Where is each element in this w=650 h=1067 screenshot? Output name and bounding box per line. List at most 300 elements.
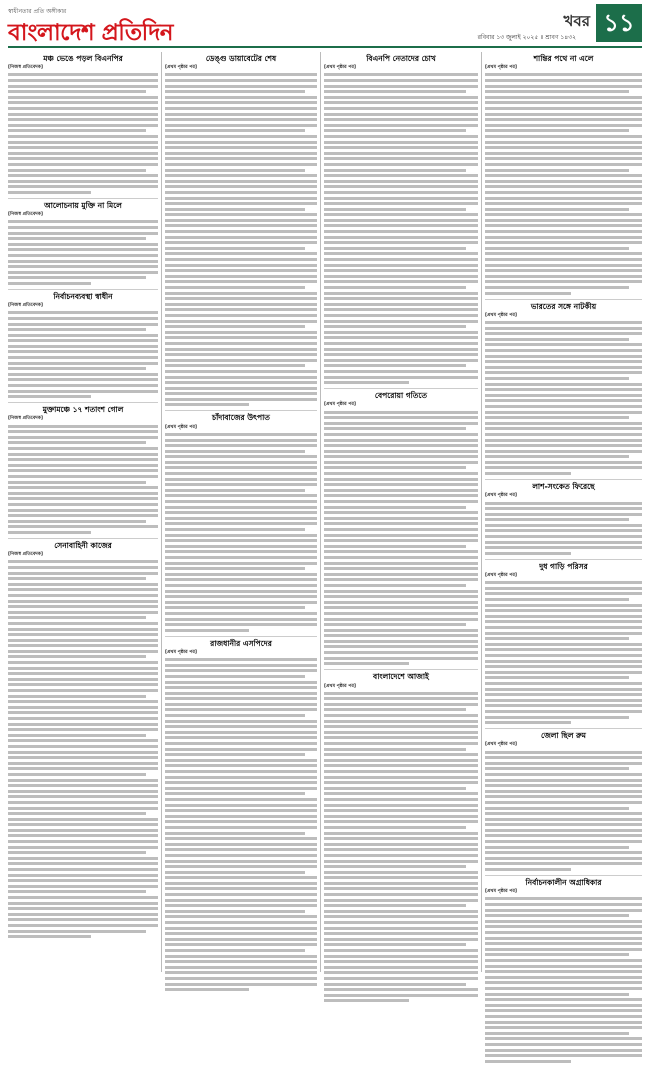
text-line: [485, 439, 642, 442]
text-line: [485, 157, 642, 160]
article-body: [485, 65, 642, 294]
text-line: [165, 664, 317, 667]
article: [8, 202, 158, 285]
text-line: [8, 560, 158, 563]
text-line: [165, 90, 305, 93]
text-line: [324, 792, 478, 795]
text-line: [165, 403, 249, 406]
text-line: [8, 896, 158, 899]
text-line: [485, 85, 642, 88]
article-body: [324, 65, 478, 384]
text-line: [485, 920, 642, 923]
text-line: [8, 879, 158, 882]
text-line: [165, 191, 317, 194]
text-line: [165, 325, 305, 328]
text-line: [324, 157, 478, 160]
text-line: [324, 422, 478, 425]
text-line: [324, 787, 466, 790]
text-line: [485, 383, 642, 386]
article-text-lines: [485, 897, 642, 1062]
text-line: [165, 202, 317, 205]
text-line: [165, 364, 305, 367]
text-line: [324, 101, 478, 104]
article: [324, 55, 478, 384]
text-line: [8, 436, 158, 439]
article-text-lines: [324, 73, 478, 384]
text-line: [324, 528, 478, 531]
text-line: [485, 857, 642, 860]
article-separator: [8, 538, 158, 539]
text-line: [324, 651, 478, 654]
text-line: [165, 601, 317, 604]
text-line: [324, 113, 478, 116]
text-line: [324, 629, 478, 632]
text-line: [8, 135, 158, 138]
text-line: [485, 812, 642, 815]
text-line: [8, 317, 158, 320]
text-line: [324, 753, 478, 756]
text-line: [485, 169, 629, 172]
text-line: [165, 971, 317, 974]
article-headline: নির্বাচনকালীন অগ্রাধিকার: [525, 878, 602, 888]
text-line: [165, 882, 317, 885]
text-line: [165, 753, 305, 756]
newspaper-logo: বাংলাদেশ প্রতিদিন: [8, 19, 174, 46]
text-line: [485, 914, 629, 917]
text-line: [8, 339, 158, 342]
text-line: [165, 787, 317, 790]
text-line: [485, 903, 642, 906]
text-line: [324, 703, 478, 706]
text-line: [165, 623, 317, 626]
article-text-lines: [165, 73, 317, 406]
text-line: [485, 868, 571, 871]
text-line: [165, 955, 317, 958]
text-line: [8, 695, 146, 698]
article-text-lines: [8, 73, 158, 193]
text-line: [324, 837, 478, 840]
text-line: [485, 377, 629, 380]
article-separator: [324, 669, 478, 670]
text-line: [165, 522, 317, 525]
text-line: [485, 349, 642, 352]
text-line: [485, 213, 642, 216]
text-line: [324, 191, 478, 194]
text-line: [165, 219, 317, 222]
text-line: [324, 455, 478, 458]
text-line: [165, 943, 317, 946]
text-line: [8, 152, 158, 155]
text-line: [8, 226, 158, 229]
text-line: [165, 336, 317, 339]
text-line: [485, 513, 642, 516]
text-line: [324, 595, 478, 598]
text-line: [8, 611, 158, 614]
text-line: [165, 455, 317, 458]
text-line: [165, 511, 317, 514]
text-line: [485, 529, 642, 532]
text-line: [324, 124, 478, 127]
text-line: [324, 748, 466, 751]
text-line: [485, 620, 642, 623]
text-line: [8, 453, 158, 456]
text-line: [485, 998, 642, 1001]
text-line: [485, 693, 642, 696]
text-line: [165, 977, 317, 980]
text-line: [485, 416, 629, 419]
text-line: [324, 573, 478, 576]
column-divider: [320, 52, 321, 972]
text-line: [324, 411, 478, 414]
text-line: [324, 971, 478, 974]
text-line: [165, 500, 317, 503]
text-line: [485, 976, 642, 979]
text-line: [165, 342, 317, 345]
text-line: [485, 829, 642, 832]
text-line: [165, 798, 317, 801]
article-text-lines: [324, 411, 478, 666]
article-source: [নিজস্ব প্রতিবেদক]: [8, 552, 43, 558]
text-line: [485, 461, 642, 464]
page-number-badge: ১১: [596, 4, 642, 42]
text-line: [8, 829, 158, 832]
text-line: [324, 534, 478, 537]
text-line: [165, 545, 317, 548]
article-headline: ডেঙ্গু ডায়াবেটের শেষ: [205, 54, 277, 63]
masthead-rule: [8, 46, 642, 48]
text-line: [324, 461, 478, 464]
article-body: [485, 742, 642, 871]
text-line: [165, 949, 305, 952]
article-body: [324, 402, 478, 665]
text-line: [485, 704, 642, 707]
text-line: [165, 73, 317, 76]
text-line: [165, 854, 317, 857]
text-line: [324, 489, 478, 492]
article-headline: ভারতের সঙ্গে নাটকীয়: [530, 301, 597, 311]
text-line: [485, 897, 642, 900]
text-line: [485, 252, 642, 255]
article-source: [প্রথম পৃষ্ঠার পর]: [485, 889, 517, 895]
text-line: [165, 320, 317, 323]
article: [165, 640, 317, 991]
text-line: [8, 628, 158, 631]
text-line: [8, 924, 158, 927]
text-line: [8, 711, 158, 714]
text-line: [8, 605, 158, 608]
text-line: [8, 395, 91, 398]
text-line: [165, 113, 317, 116]
text-line: [485, 338, 629, 341]
article-separator: [485, 728, 642, 729]
text-line: [165, 303, 317, 306]
text-line: [8, 458, 158, 461]
text-line: [485, 107, 642, 110]
text-line: [324, 348, 478, 351]
text-line: [8, 191, 91, 194]
text-line: [324, 494, 478, 497]
text-line: [324, 714, 478, 717]
text-line: [8, 113, 158, 116]
column-2: [165, 52, 317, 995]
text-line: [8, 851, 146, 854]
text-line: [324, 770, 478, 773]
text-line: [8, 661, 158, 664]
text-line: [8, 509, 158, 512]
text-line: [165, 725, 317, 728]
article-source: [প্রথম পৃষ্ঠার পর]: [165, 649, 197, 655]
text-line: [165, 832, 305, 835]
text-line: [485, 113, 642, 116]
text-line: [165, 731, 317, 734]
text-line: [165, 353, 317, 356]
text-line: [8, 237, 146, 240]
text-line: [324, 444, 478, 447]
article: [485, 55, 642, 295]
text-line: [485, 931, 642, 934]
text-line: [485, 615, 642, 618]
text-line: [324, 798, 478, 801]
text-line: [8, 683, 158, 686]
text-line: [165, 185, 317, 188]
text-line: [165, 85, 317, 88]
text-line: [324, 314, 478, 317]
text-line: [485, 241, 642, 244]
text-line: [324, 308, 478, 311]
text-line: [324, 230, 478, 233]
text-line: [8, 85, 158, 88]
text-line: [165, 180, 317, 183]
text-line: [165, 932, 317, 935]
text-line: [485, 321, 642, 324]
text-line: [324, 224, 478, 227]
text-line: [165, 118, 317, 121]
text-line: [324, 893, 478, 896]
text-line: [165, 370, 317, 373]
text-line: [324, 325, 466, 328]
article-text-lines: [8, 425, 158, 534]
article-headline: জেলা ছিল রুম: [541, 731, 586, 741]
text-line: [485, 626, 642, 629]
text-line: [485, 236, 642, 239]
text-line: [165, 280, 317, 283]
text-line: [8, 902, 158, 905]
text-line: [485, 275, 642, 278]
text-line: [165, 669, 317, 672]
text-line: [165, 843, 317, 846]
article-source: [প্রথম পৃষ্ঠার পর]: [485, 742, 517, 748]
text-line: [8, 650, 158, 653]
text-line: [324, 960, 478, 963]
text-line: [485, 399, 642, 402]
text-line: [165, 387, 317, 390]
article-body: [8, 212, 158, 285]
article-separator: [485, 875, 642, 876]
text-line: [8, 96, 158, 99]
text-line: [485, 1015, 642, 1018]
text-line: [165, 703, 317, 706]
text-line: [485, 1021, 642, 1024]
text-line: [8, 265, 158, 268]
article-text-lines: [324, 692, 478, 1003]
text-line: [324, 331, 478, 334]
text-line: [324, 96, 478, 99]
text-line: [8, 773, 146, 776]
text-line: [324, 692, 478, 695]
text-line: [165, 174, 317, 177]
text-line: [485, 1060, 571, 1063]
text-line: [324, 364, 466, 367]
text-line: [165, 686, 317, 689]
text-line: [165, 675, 305, 678]
article-body: [8, 65, 158, 194]
text-line: [485, 141, 642, 144]
text-line: [485, 779, 642, 782]
text-line: [485, 163, 642, 166]
text-line: [324, 809, 478, 812]
text-line: [485, 751, 642, 754]
text-line: [8, 700, 158, 703]
text-line: [165, 960, 317, 963]
text-line: [485, 762, 642, 765]
text-line: [8, 655, 146, 658]
article-separator: [324, 388, 478, 389]
text-line: [165, 528, 305, 531]
text-line: [324, 657, 478, 660]
text-line: [8, 594, 158, 597]
text-line: [485, 682, 642, 685]
text-line: [485, 73, 642, 76]
text-line: [324, 623, 466, 626]
text-line: [324, 645, 478, 648]
text-line: [324, 915, 478, 918]
text-line: [165, 606, 305, 609]
text-line: [485, 455, 629, 458]
text-line: [8, 464, 158, 467]
text-line: [165, 348, 317, 351]
text-line: [165, 815, 317, 818]
text-line: [485, 135, 642, 138]
article-text-lines: [8, 220, 158, 285]
article-text-lines: [8, 560, 158, 938]
text-line: [165, 534, 317, 537]
text-line: [165, 398, 317, 401]
text-line: [324, 634, 478, 637]
text-line: [324, 550, 478, 553]
text-line: [485, 834, 642, 837]
text-line: [165, 381, 317, 384]
text-line: [165, 837, 317, 840]
text-line: [8, 425, 158, 428]
text-line: [485, 643, 642, 646]
text-line: [324, 943, 466, 946]
text-line: [324, 871, 478, 874]
text-line: [485, 925, 642, 928]
text-line: [485, 269, 642, 272]
text-line: [165, 776, 317, 779]
text-line: [8, 118, 158, 121]
text-line: [8, 717, 158, 720]
text-line: [324, 79, 478, 82]
column-1: [8, 52, 158, 942]
masthead: [8, 4, 642, 46]
text-line: [165, 692, 317, 695]
article: [8, 55, 158, 194]
text-line: [8, 520, 146, 523]
article-source: [প্রথম পৃষ্ঠার পর]: [485, 573, 517, 579]
text-line: [165, 197, 317, 200]
text-line: [165, 983, 317, 986]
article-body: [324, 684, 478, 1003]
text-line: [324, 517, 478, 520]
text-line: [8, 311, 158, 314]
text-line: [165, 483, 317, 486]
text-line: [165, 444, 317, 447]
text-line: [165, 792, 305, 795]
text-line: [485, 366, 642, 369]
text-line: [8, 525, 158, 528]
text-line: [8, 751, 158, 754]
article-body: [485, 313, 642, 475]
article-source: [নিজস্ব প্রতিবেদক]: [8, 416, 43, 422]
text-line: [8, 622, 158, 625]
text-line: [324, 381, 409, 384]
text-line: [324, 848, 478, 851]
text-line: [485, 202, 642, 205]
text-line: [165, 629, 249, 632]
text-line: [165, 292, 317, 295]
text-line: [485, 388, 642, 391]
text-line: [165, 224, 317, 227]
text-line: [324, 955, 478, 958]
text-line: [324, 927, 478, 930]
text-line: [8, 745, 158, 748]
text-line: [165, 697, 317, 700]
article-separator: [485, 299, 642, 300]
text-line: [324, 500, 478, 503]
text-line: [165, 275, 317, 278]
text-line: [165, 107, 317, 110]
text-line: [165, 433, 317, 436]
text-line: [165, 759, 317, 762]
text-line: [165, 129, 305, 132]
article-headline: দুধ গাড়ি পরিসর: [539, 561, 588, 571]
text-line: [165, 264, 317, 267]
article-body: [485, 889, 642, 1062]
text-line: [324, 174, 478, 177]
text-line: [8, 129, 146, 132]
text-line: [165, 376, 317, 379]
text-line: [485, 818, 642, 821]
article-body: [165, 425, 317, 632]
text-line: [165, 157, 317, 160]
text-line: [324, 556, 478, 559]
article-headline: মঞ্চ ভেঙে পড়ল বিএনপির: [43, 54, 123, 63]
text-line: [165, 736, 317, 739]
text-line: [324, 590, 478, 593]
text-line: [324, 450, 478, 453]
text-line: [8, 486, 158, 489]
text-line: [8, 248, 158, 251]
text-line: [324, 146, 478, 149]
text-line: [324, 854, 478, 857]
text-line: [8, 706, 158, 709]
text-line: [485, 433, 642, 436]
text-line: [8, 514, 158, 517]
text-line: [324, 725, 478, 728]
article-source: [নিজস্ব প্রতিবেদক]: [8, 65, 43, 71]
text-line: [485, 688, 642, 691]
